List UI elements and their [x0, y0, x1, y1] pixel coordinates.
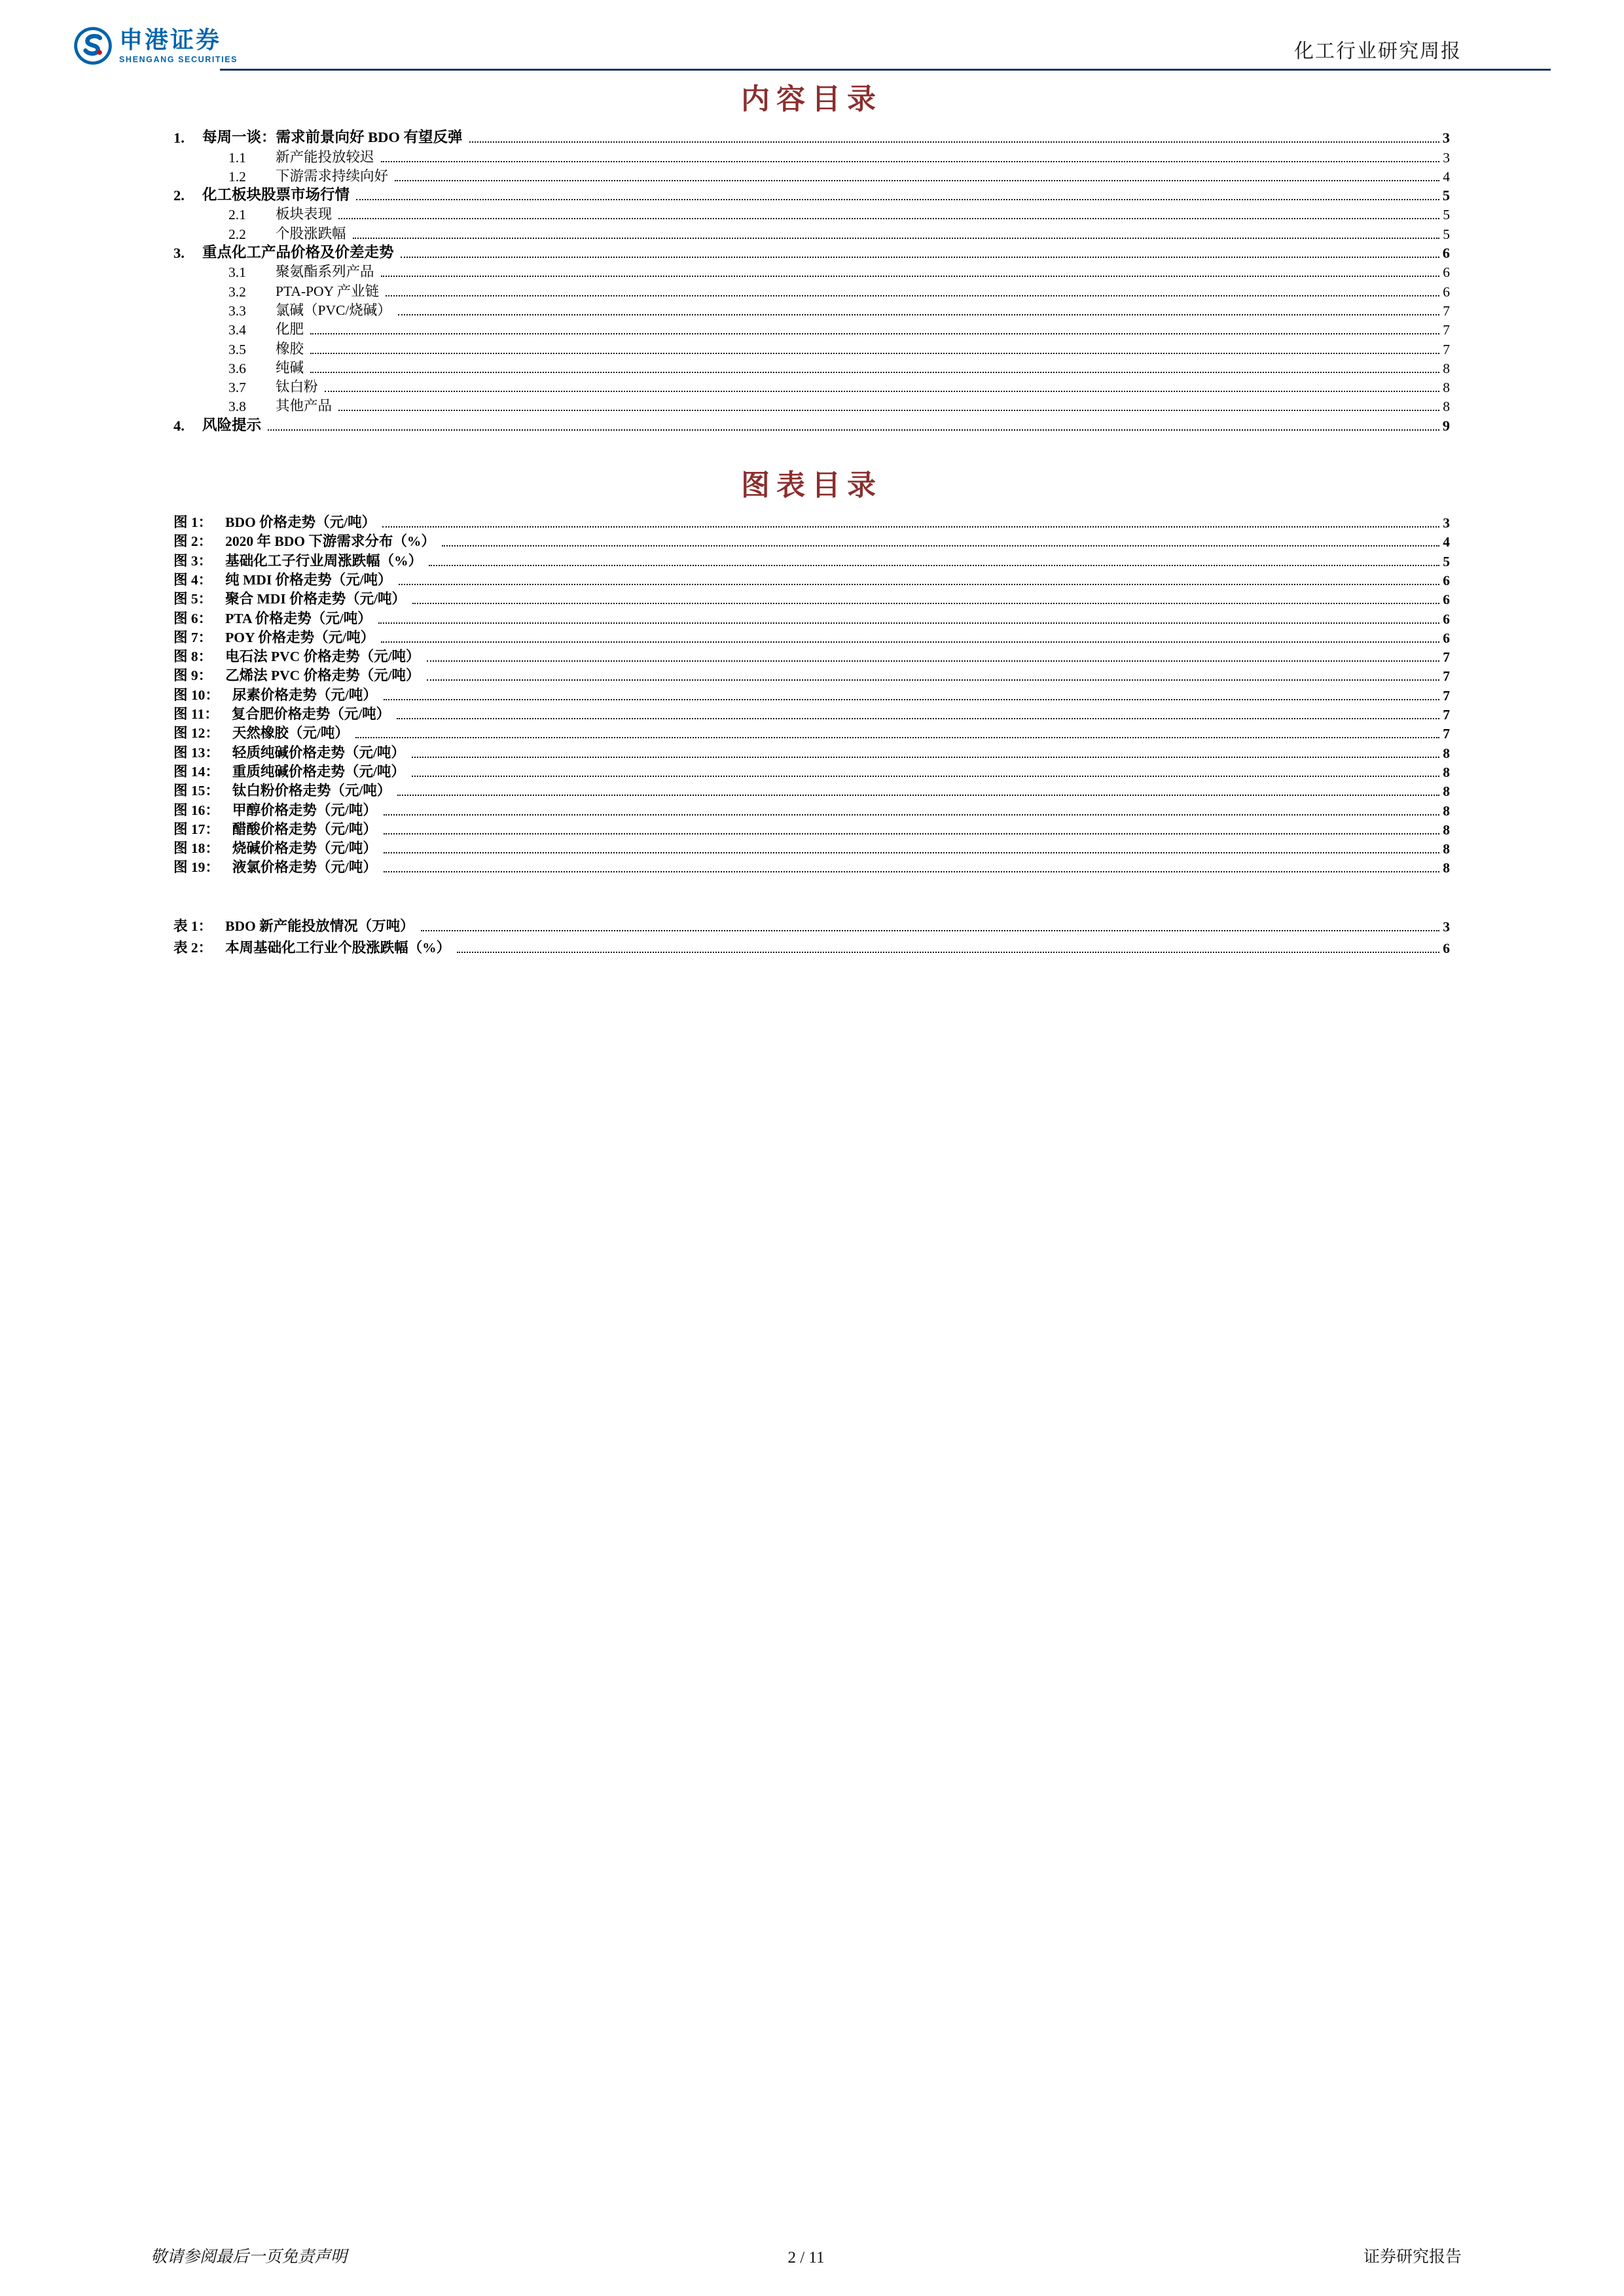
figure-entry-page: 6	[1443, 572, 1450, 588]
figure-entry-number: 图 4：	[173, 571, 213, 588]
figure-entry-number: 图 19：	[173, 859, 219, 876]
figure-entry-number: 图 14：	[173, 763, 219, 780]
toc-entry-label: 板块表现	[276, 206, 333, 223]
toc-entry-number: 1.	[173, 130, 185, 147]
figure-entry-page: 6	[1443, 611, 1450, 627]
shengang-logo-icon	[73, 26, 113, 65]
toc-entry[interactable]	[173, 300, 1450, 319]
table-entry-number: 表 1：	[173, 918, 213, 934]
toc-entry[interactable]	[173, 223, 1450, 242]
toc-entry-label: 重点化工产品价格及价差走势	[202, 244, 394, 261]
figure-entry-number: 图 16：	[173, 802, 219, 818]
leader-dots	[401, 257, 1439, 258]
figure-entry[interactable]	[173, 666, 1450, 685]
leader-dots	[381, 161, 1440, 162]
leader-dots	[412, 603, 1439, 604]
figure-entry-label: 钛白粉价格走势（元/吨）	[232, 783, 391, 799]
figure-entry-number: 图 5：	[173, 591, 213, 607]
figure-entry-label: 基础化工子行业周涨跌幅（%）	[225, 552, 423, 569]
toc-entry-page: 6	[1443, 283, 1450, 300]
figure-entry-page: 8	[1443, 841, 1450, 857]
toc-entry-label: 下游需求持续向好	[276, 168, 389, 184]
leader-dots	[395, 180, 1439, 181]
figure-entry[interactable]	[173, 647, 1450, 666]
footer-page-indicator: 2 / 11	[787, 2249, 825, 2267]
leader-dots	[442, 545, 1439, 547]
toc-entry[interactable]	[173, 243, 1450, 262]
figure-entry[interactable]	[173, 800, 1450, 819]
toc-entry-page: 5	[1442, 187, 1450, 204]
toc-entry-page: 8	[1443, 380, 1450, 396]
figure-entry-number: 图 18：	[173, 840, 219, 857]
figure-entry-label: 液氯价格走势（元/吨）	[232, 859, 377, 876]
leader-dots	[429, 565, 1439, 566]
leader-dots	[268, 429, 1439, 431]
figure-entry-number: 图 12：	[173, 725, 219, 742]
table-entry[interactable]	[173, 935, 1450, 958]
toc-entry-page: 4	[1443, 168, 1450, 185]
toc-entry-number: 2.2	[228, 226, 246, 242]
figure-entry-number: 图 3：	[173, 552, 213, 569]
toc-entry-label: 其他产品	[276, 398, 333, 414]
toc-entry-label: PTA-POY 产业链	[276, 283, 380, 299]
figure-entry[interactable]	[173, 838, 1450, 857]
figure-entry-page: 8	[1443, 745, 1450, 761]
toc-entry-label: 化工板块股票市场行情	[202, 187, 350, 204]
report-type-label: 化工行业研究周报	[1294, 41, 1462, 62]
figure-entry-number: 图 6：	[173, 610, 213, 626]
figure-entry-page: 6	[1443, 592, 1450, 608]
figure-entry-page: 3	[1443, 515, 1450, 531]
toc-entry-page: 8	[1443, 399, 1450, 415]
figure-entry-label: 尿素价格走势（元/吨）	[232, 687, 377, 703]
contents-title: 内容目录	[741, 83, 882, 115]
figure-entry-number: 图 13：	[173, 744, 219, 761]
figure-entry-number: 图 15：	[173, 783, 219, 799]
leader-dots	[397, 795, 1439, 796]
leader-dots	[338, 410, 1439, 411]
figure-entry[interactable]	[173, 723, 1450, 742]
figure-entry-label: 2020 年 BDO 下游需求分布（%）	[225, 533, 435, 550]
figure-entry-number: 图 2：	[173, 533, 213, 550]
footer-report-label: 证券研究报告	[1363, 2248, 1462, 2266]
figure-entry-number: 图 7：	[173, 629, 213, 645]
toc-entry[interactable]	[173, 319, 1450, 338]
figure-entry-page: 4	[1443, 534, 1450, 550]
leader-dots	[384, 871, 1439, 872]
table-entry-page: 3	[1443, 918, 1450, 935]
figure-entry[interactable]	[173, 685, 1450, 704]
figure-entry-label: 聚合 MDI 价格走势（元/吨）	[225, 591, 406, 607]
figure-entry-page: 8	[1443, 821, 1450, 838]
toc-entry-number: 1.1	[228, 149, 246, 166]
leader-dots	[384, 699, 1439, 700]
toc-entry-page: 9	[1442, 417, 1450, 434]
toc-entry-page: 5	[1443, 207, 1450, 223]
toc-entry-number: 3.	[173, 245, 185, 262]
toc-entry-label: 每周一谈：需求前景向好 BDO 有望反弹	[202, 129, 463, 146]
leader-dots	[310, 333, 1439, 334]
brand-name-cn: 申港证券	[119, 26, 222, 54]
figure-entry-number: 图 17：	[173, 821, 219, 837]
leader-dots	[356, 199, 1439, 200]
figure-entry-label: 电石法 PVC 价格走势（元/吨）	[225, 649, 420, 665]
figure-entry-number: 图 8：	[173, 649, 213, 665]
figure-entry-label: 乙烯法 PVC 价格走势（元/吨）	[225, 668, 420, 684]
leader-dots	[427, 679, 1440, 681]
toc-entry[interactable]	[173, 262, 1450, 281]
leader-dots	[457, 952, 1439, 953]
figure-entry-page: 7	[1443, 687, 1450, 704]
figure-entry[interactable]	[173, 628, 1450, 647]
leader-dots	[338, 218, 1439, 219]
toc-entry-number: 3.3	[228, 302, 246, 319]
toc-entry[interactable]	[173, 358, 1450, 377]
toc-entry-number: 3.8	[228, 399, 246, 415]
figure-entry-page: 8	[1443, 860, 1450, 876]
figure-entry-page: 6	[1443, 630, 1450, 646]
figure-entry-page: 8	[1443, 764, 1450, 780]
toc-entry-label: 风险提示	[202, 416, 262, 433]
toc-entry[interactable]	[173, 147, 1450, 166]
leader-dots	[427, 660, 1440, 662]
toc-entry[interactable]	[173, 377, 1450, 396]
toc-entry-number: 3.6	[228, 360, 246, 376]
leader-dots	[412, 757, 1439, 758]
figure-entry[interactable]	[173, 781, 1450, 800]
toc-entry-label: 钛白粉	[276, 379, 318, 395]
figure-entry-label: 烧碱价格走势（元/吨）	[232, 840, 377, 857]
figure-entry-label: 复合肥价格走势（元/吨）	[231, 706, 391, 723]
figure-entry[interactable]	[173, 762, 1450, 781]
leader-dots	[382, 526, 1439, 528]
leader-dots	[325, 391, 1440, 392]
figure-entry-page: 7	[1443, 726, 1450, 742]
toc-entry-number: 3.2	[228, 283, 246, 300]
toc-entry[interactable]	[173, 281, 1450, 300]
figures-title: 图表目录	[741, 469, 882, 501]
toc-entry-number: 3.7	[228, 380, 246, 396]
figure-entry-label: 纯 MDI 价格走势（元/吨）	[225, 571, 392, 588]
figure-entry[interactable]	[173, 608, 1450, 627]
figure-entry[interactable]	[173, 742, 1450, 761]
figure-entry-number: 图 1：	[173, 514, 213, 531]
toc-list	[173, 128, 1450, 435]
table-entry-number: 表 2：	[173, 940, 213, 956]
figure-entry-label: BDO 价格走势（元/吨）	[225, 514, 376, 531]
leader-dots	[384, 833, 1439, 834]
leader-dots	[310, 372, 1439, 373]
leader-dots	[412, 776, 1439, 777]
page-header	[73, 26, 1551, 71]
toc-entry-label: 聚氨酯系列产品	[276, 264, 374, 280]
leader-dots	[397, 718, 1439, 719]
toc-entry-page: 7	[1443, 302, 1450, 319]
figure-entry[interactable]	[173, 531, 1450, 550]
toc-entry[interactable]	[173, 166, 1450, 185]
toc-entry[interactable]	[173, 204, 1450, 223]
toc-entry-label: 新产能投放较迟	[276, 149, 374, 165]
figure-entry-page: 7	[1443, 707, 1450, 723]
figure-list	[173, 512, 1450, 877]
figure-entry-number: 图 10：	[173, 687, 219, 703]
toc-entry-page: 6	[1443, 264, 1450, 281]
figure-entry[interactable]	[173, 819, 1450, 838]
figure-entry-number: 图 11：	[173, 706, 219, 723]
table-entry-page: 6	[1443, 941, 1450, 957]
table-entry-label: BDO 新产能投放情况（万吨）	[225, 918, 414, 934]
toc-entry[interactable]	[173, 338, 1450, 357]
toc-entry-page: 3	[1443, 149, 1450, 166]
leader-dots	[469, 141, 1439, 143]
figure-entry-label: POY 价格走势（元/吨）	[225, 629, 375, 645]
leader-dots	[384, 852, 1439, 853]
figure-entry-label: PTA 价格走势（元/吨）	[225, 610, 372, 626]
leader-dots	[384, 814, 1439, 816]
header-rule	[220, 26, 1551, 71]
figure-entry-label: 甲醇价格走势（元/吨）	[232, 802, 377, 818]
leader-dots	[355, 737, 1439, 738]
figure-entry[interactable]	[173, 570, 1450, 589]
toc-entry-number: 3.4	[228, 322, 246, 338]
figure-entry[interactable]	[173, 550, 1450, 569]
figure-entry-page: 8	[1443, 783, 1450, 800]
figure-entry-label: 天然橡胶（元/吨）	[232, 725, 349, 742]
toc-entry-label: 氯碱（PVC/烧碱）	[276, 302, 391, 318]
toc-entry-label: 化肥	[276, 321, 304, 338]
figure-entry-number: 图 9：	[173, 668, 213, 684]
figure-entry-page: 7	[1443, 649, 1450, 666]
footer-disclaimer: 敬请参阅最后一页免责声明	[151, 2248, 348, 2266]
toc-entry-page: 8	[1443, 360, 1450, 376]
brand-logo	[73, 26, 238, 65]
toc-entry[interactable]	[173, 396, 1450, 415]
toc-entry-number: 3.5	[228, 341, 246, 357]
toc-content	[173, 81, 1450, 957]
figure-entry-page: 8	[1443, 802, 1450, 819]
toc-entry-label: 橡胶	[276, 340, 304, 357]
toc-entry-number: 1.2	[228, 168, 246, 185]
figure-entry[interactable]	[173, 704, 1450, 723]
figure-entry[interactable]	[173, 857, 1450, 876]
table-entry[interactable]	[173, 913, 1450, 935]
brand-name-en: SHENGANG SECURITIES	[119, 54, 238, 64]
figure-entry-page: 7	[1443, 668, 1450, 685]
toc-entry-page: 7	[1443, 322, 1450, 338]
toc-entry-number: 2.	[173, 187, 185, 204]
leader-dots	[386, 295, 1439, 296]
figure-entry[interactable]	[173, 589, 1450, 608]
toc-entry-label: 纯碱	[276, 359, 304, 376]
leader-dots	[399, 584, 1440, 585]
figure-entry-label: 重质纯碱价格走势（元/吨）	[232, 763, 405, 780]
figure-entry-label: 轻质纯碱价格走势（元/吨）	[232, 744, 405, 761]
toc-entry-number: 3.1	[228, 264, 246, 281]
figure-entry[interactable]	[173, 512, 1450, 531]
leader-dots	[398, 314, 1439, 315]
figure-entry-label: 醋酸价格走势（元/吨）	[232, 821, 377, 837]
toc-entry-page: 3	[1442, 130, 1450, 147]
leader-dots	[378, 622, 1440, 624]
toc-entry-number: 2.1	[228, 207, 246, 223]
toc-entry-label: 个股涨跌幅	[276, 225, 346, 242]
toc-entry-page: 7	[1443, 341, 1450, 357]
toc-entry[interactable]	[173, 415, 1450, 434]
leader-dots	[353, 238, 1440, 239]
toc-entry-number: 4.	[173, 417, 185, 434]
toc-entry[interactable]	[173, 128, 1450, 147]
table-list	[173, 913, 1450, 957]
figure-entry-page: 5	[1443, 553, 1450, 569]
toc-entry[interactable]	[173, 185, 1450, 204]
leader-dots	[381, 276, 1440, 277]
leader-dots	[421, 930, 1440, 931]
leader-dots	[310, 353, 1439, 354]
table-entry-label: 本周基础化工行业个股涨跌幅（%）	[225, 940, 451, 956]
toc-entry-page: 5	[1443, 226, 1450, 242]
toc-entry-page: 6	[1442, 245, 1450, 262]
leader-dots	[381, 641, 1439, 643]
